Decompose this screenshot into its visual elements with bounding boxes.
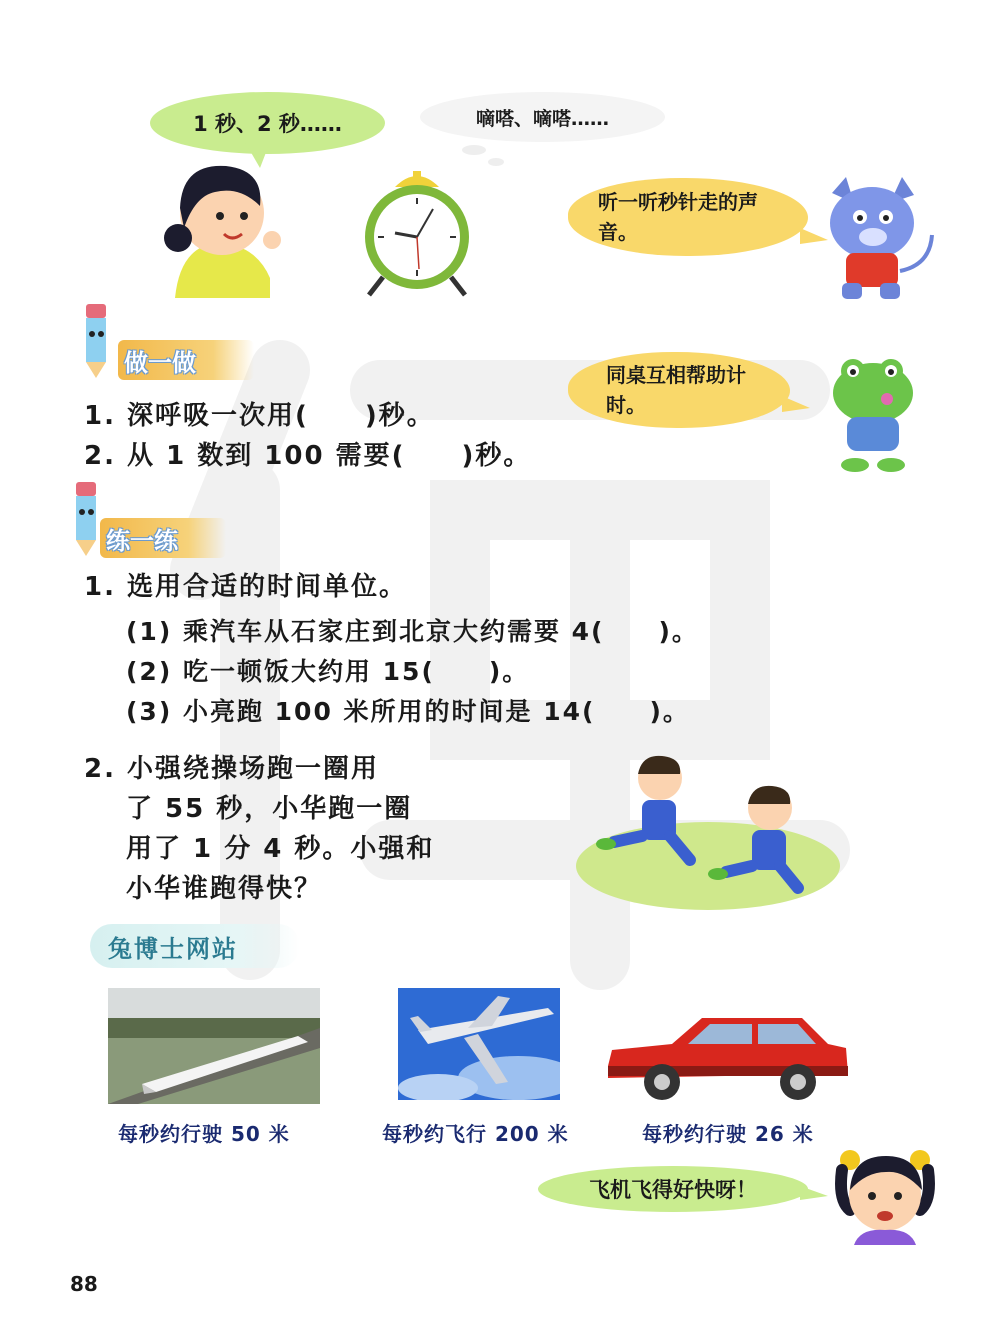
train-caption: 每秒约行驶 50 米 [118,1122,290,1146]
section-heading-do [118,340,254,380]
bubble-tail-icon [782,396,812,416]
practice-q2 [84,748,379,785]
bottom-girl-speech-text: 飞机飞得好快呀！ [589,1178,757,1202]
bottom-girl-illustration [830,1140,940,1245]
clock-sound-bubble [420,92,665,142]
pencil-mascot-icon [72,298,122,378]
practice-q1-text: 选用合适的时间单位。 [127,572,408,602]
cat-speech-text: 听一听秒针走的声音。 [598,190,758,244]
do-item-2-text: 从 1 数到 100 需要( )秒。 [127,441,532,471]
running-boys-illustration [570,748,840,913]
frog-speech-bubble [568,352,790,428]
practice-q1 [84,566,407,603]
section-heading-practice-text: 练一练 [106,526,178,555]
section-heading-practice [100,518,226,558]
red-car-photo [602,1010,852,1106]
practice-q2-number: 2. [84,754,116,784]
website-heading-text: 兔博士网站 [108,934,238,963]
practice-q2-line-3: 用了 1 分 4 秒。小强和 [126,834,435,864]
practice-q1-sub-1: (1) 乘汽车从石家庄到北京大约需要 4( )。 [126,617,699,646]
do-item-2 [84,435,531,472]
practice-q1-sub-3: (3) 小亮跑 100 米所用的时间是 14( )。 [126,697,690,726]
practice-q1-number: 1. [84,572,116,602]
car-caption: 每秒约行驶 26 米 [642,1122,814,1146]
bubble-tail-icon [800,1186,830,1204]
section-heading-do-text: 做一做 [124,348,196,377]
do-item-1-number: 1. [84,401,116,431]
practice-q2-line-4: 小华谁跑得快？ [126,874,323,904]
cat-speech-bubble [568,178,808,256]
page-number: 88 [70,1272,98,1296]
clock-sound-text: 嘀嗒、嘀嗒…… [475,107,609,130]
frog-illustration [825,355,920,475]
do-item-1 [84,395,435,432]
alarm-clock-icon [355,165,480,300]
website-heading [90,924,300,968]
practice-q1-sub-2: (2) 吃一顿饭大约用 15( )。 [126,657,530,686]
girl-illustration [160,148,290,298]
practice-q2-line-2: 了 55 秒，小华跑一圈 [126,794,413,824]
bottom-girl-speech-bubble [538,1166,808,1212]
airplane-photo [398,988,560,1100]
high-speed-train-photo [108,988,320,1104]
practice-q2-line-1: 小强绕操场跑一圈用 [127,754,380,784]
do-item-2-number: 2. [84,441,116,471]
airplane-caption: 每秒约飞行 200 米 [382,1122,569,1146]
frog-speech-text: 同桌互相帮助计时。 [606,363,746,417]
blue-cat-illustration [820,175,940,305]
girl-speech-text: 1 秒、2 秒…… [193,112,342,136]
do-item-1-text: 深呼吸一次用( )秒。 [127,401,435,431]
